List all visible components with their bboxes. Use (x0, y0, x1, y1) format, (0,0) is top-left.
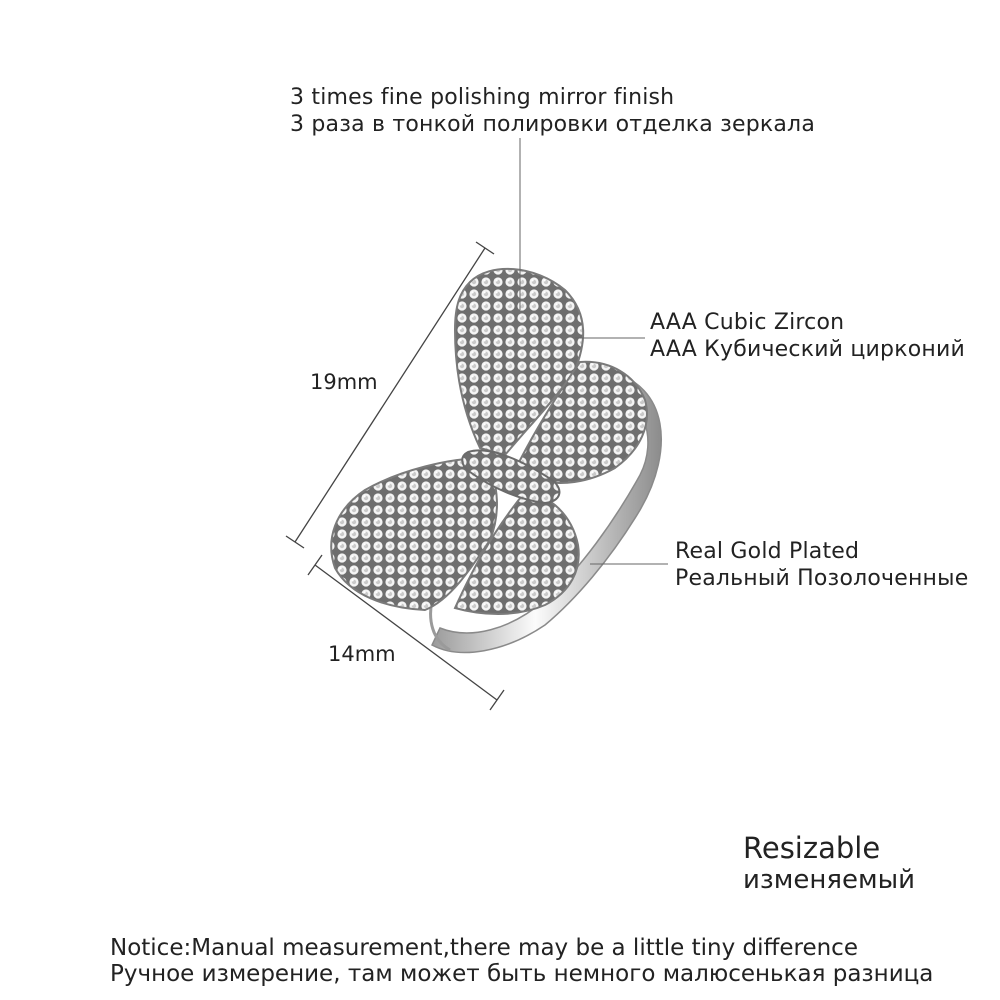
gold-callout-en: Real Gold Plated (675, 539, 860, 564)
height-dimension-label: 19mm (310, 370, 378, 394)
notice-ru: Ручное измерение, там может быть немного малюсенькая разница (110, 961, 934, 987)
polish-callout-ru: 3 раза в тонкой полировки отделка зеркала (290, 112, 815, 137)
zircon-callout-ru: AAA Кубический цирконий (650, 337, 965, 362)
measurement-notice (110, 935, 933, 987)
resizable-en: Resizable (743, 831, 881, 865)
polish-callout (290, 84, 815, 138)
resizable-ru: изменяемый (743, 865, 916, 895)
polish-callout-en: 3 times fine polishing mirror finish (290, 85, 675, 110)
resizable-label (743, 832, 915, 895)
zircon-callout-en: AAA Cubic Zircon (650, 310, 845, 335)
gold-callout (675, 538, 968, 592)
width-dimension-label: 14mm (328, 642, 396, 666)
zircon-callout (650, 309, 965, 363)
notice-en: Notice:Manual measurement,there may be a little tiny difference (110, 935, 858, 961)
gold-callout-ru: Реальный Позолоченные (675, 566, 969, 591)
